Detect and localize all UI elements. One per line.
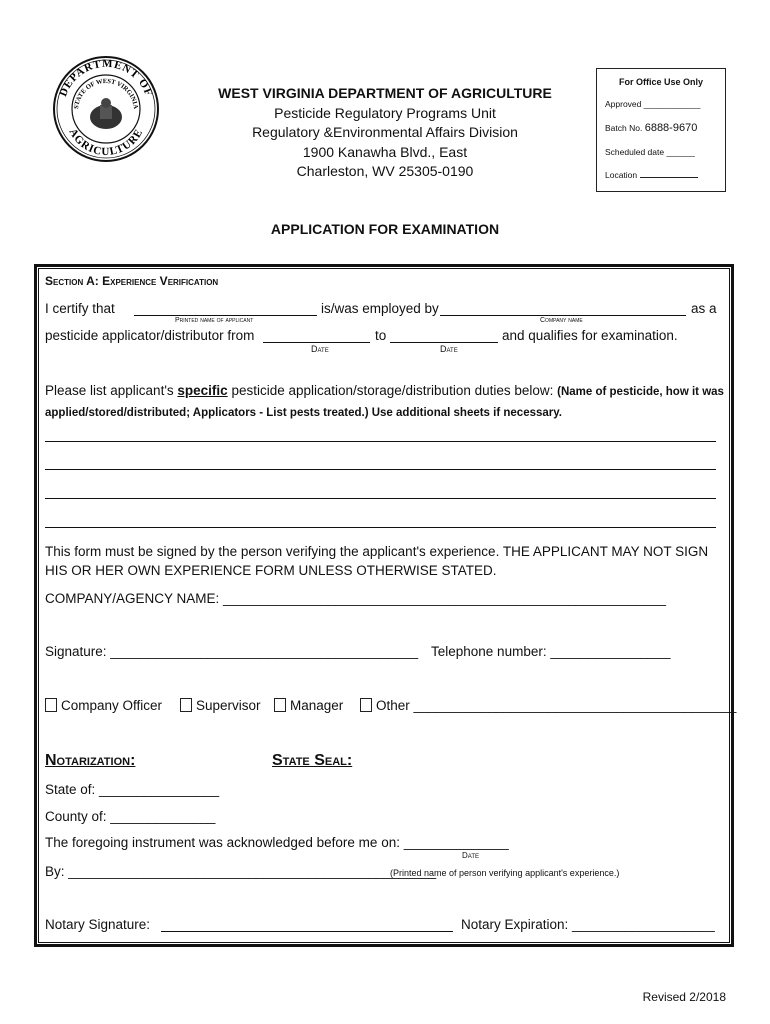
svg-text:AGRICULTURE: AGRICULTURE [66,126,146,159]
svg-text:STATE OF WEST VIRGINIA: STATE OF WEST VIRGINIA [73,77,139,110]
batch-number: 6888-9670 [644,122,698,134]
location-label: Location [605,170,638,180]
other-checkbox[interactable] [360,698,372,712]
division-name: Regulatory &Environmental Affairs Division [252,124,518,140]
to-label: to [375,328,387,343]
company-agency-field[interactable]: COMPANY/AGENCY NAME: ___________________________________________________________ [45,591,667,606]
signature-field[interactable]: Signature: _________________________________________ [45,644,419,659]
unit-name: Pesticide Regulatory Programs Unit [274,104,496,121]
notary-signature-input[interactable] [161,931,453,932]
signature-notice: This form must be signed by the person verifying the applicant's experience. THE APPLICANT MAY NOT SIGN HIS OR HER OWN EXPERIENCE FORM UNLESS OTHERWISE STATED. [45,544,709,578]
printed-name-caption: Printed name of applicant [175,317,254,324]
notary-signature-label: Notary Signature: [45,917,151,932]
scheduled-date-field: Scheduled date ______ [605,147,695,157]
state-seal-logo [52,55,160,163]
svg-text:DEPARTMENT OF: DEPARTMENT OF [57,57,155,99]
office-use-title: For Office Use Only [618,77,704,87]
certify-label: I certify that [45,301,115,316]
date-from-input[interactable] [263,342,370,343]
employed-by-label: is/was employed by [321,301,439,316]
notarization-heading: Notarization: [45,752,136,769]
duties-line-2[interactable] [45,469,716,470]
form-title: APPLICATION FOR EXAMINATION [270,221,500,237]
state-of-field[interactable]: State of: ________________ [45,782,220,797]
date-from-caption: Date [311,344,329,354]
company-name-input[interactable] [440,315,686,316]
office-use-box [596,68,726,192]
revision-date: Revised 2/2018 [642,990,726,1004]
by-note: (Printed name of person verifying applicant's experience.) [390,868,620,878]
state-seal-heading: State Seal: [272,752,353,769]
company-name-caption: Company name [540,317,583,324]
batch-field [605,122,697,134]
duties-line-3[interactable] [45,498,716,499]
notary-expiration-field[interactable]: Notary Expiration: ___________________ [461,917,715,932]
acknowledged-date-caption: Date [462,851,480,860]
agency-name: WEST VIRGINIA DEPARTMENT OF AGRICULTURE [218,85,552,101]
role-other[interactable]: Other ___________________________________________ [360,698,736,713]
date-to-input[interactable] [390,342,498,343]
date-to-caption: Date [440,344,458,354]
company-officer-checkbox[interactable] [45,698,57,712]
acknowledged-field[interactable]: The foregoing instrument was acknowledged before me on: ______________ [45,835,509,850]
applicator-from-label: pesticide applicator/distributor from [45,328,255,343]
telephone-field[interactable]: Telephone number: ________________ [431,644,671,659]
manager-checkbox[interactable] [274,698,286,712]
section-a-title: Section A: Experience Verification [45,274,219,288]
agency-header [190,84,580,182]
role-manager[interactable]: Manager [274,698,343,713]
role-company-officer[interactable]: Company Officer [45,698,162,713]
duties-line-1[interactable] [45,441,716,442]
qualifies-label: and qualifies for examination. [502,328,678,343]
approved-field: Approved ____________ [605,99,701,109]
batch-label: Batch No. [605,123,643,133]
as-a-label: as a [691,301,717,316]
county-of-field[interactable]: County of: ______________ [45,809,216,824]
duties-line-4[interactable] [45,527,716,528]
location-field [605,170,698,180]
other-line[interactable]: ___________________________________________ [413,698,737,713]
by-field[interactable]: By: _________________________________________________ [45,864,437,879]
applicant-name-input[interactable] [134,315,317,316]
location-line [640,177,698,178]
supervisor-checkbox[interactable] [180,698,192,712]
role-supervisor[interactable]: Supervisor [180,698,261,713]
duties-instructions: Please list applicant's specific pesticide application/storage/distribution duties below: (Name of pesticide, how it was applied/stored/distributed; Applicators - List pests treated.) Use additional sheets if necessary. [45,383,724,419]
city-address: Charleston, WV 25305-0190 [296,163,474,179]
street-address: 1900 Kanawha Blvd., East [302,143,468,160]
